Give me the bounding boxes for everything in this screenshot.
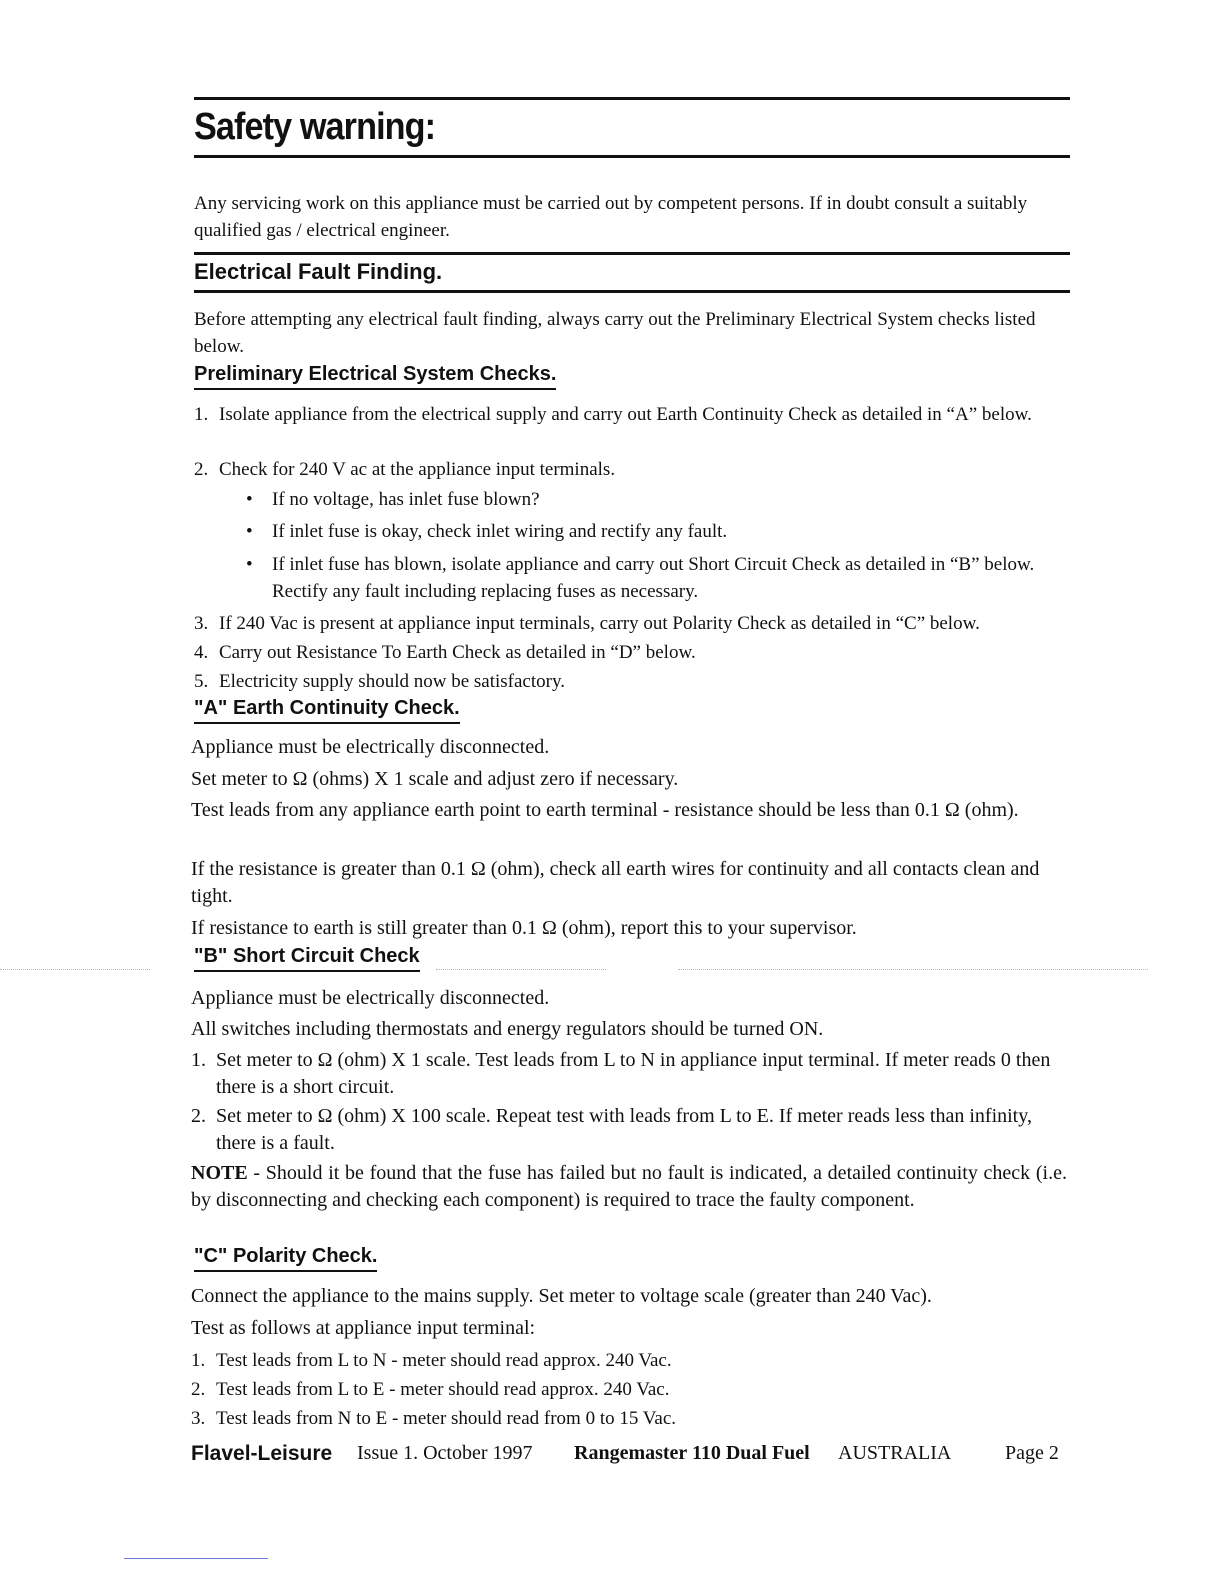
earth-line: If resistance to earth is still greater than 0.1 Ω (ohm), report this to your supervisor. [191, 917, 857, 939]
list-item-text: Carry out Resistance To Earth Check as detailed in “D” below. [219, 642, 696, 663]
scan-artifact-line [678, 969, 1148, 970]
list-item [194, 401, 1070, 428]
list-item [191, 1047, 1067, 1101]
section-rule-top [194, 252, 1070, 255]
footer-page-number: Page 2 [1005, 1442, 1059, 1464]
list-item-number: 1. [191, 1049, 206, 1071]
list-item [194, 610, 1070, 637]
polarity-line: Test as follows at appliance input terminal: [191, 1317, 536, 1339]
list-item-number: 4. [194, 642, 209, 663]
polarity-line: Connect the appliance to the mains supply. Set meter to voltage scale (greater than 240 Vac). [191, 1285, 932, 1307]
list-item-text: Isolate appliance from the electrical supply and carry out Earth Continuity Check as detailed in “A” below. [219, 404, 1032, 425]
list-item [194, 456, 1070, 483]
safety-text: Any servicing work on this appliance must be carried out by competent persons. If in doubt consult a suitably qualified gas / electrical engineer. [194, 193, 1028, 241]
note-text: - Should it be found that the fuse has failed but no fault is indicated, a detailed continuity check (i.e. by disconnecting and checking each component) is required to trace the faulty component. [191, 1162, 1067, 1211]
earth-line: Set meter to Ω (ohms) X 1 scale and adjust zero if necessary. [191, 768, 679, 790]
list-item-number: 2. [191, 1379, 206, 1400]
list-item-text: Set meter to Ω (ohm) X 1 scale. Test leads from L to N in appliance input terminal. If meter reads 0 then there is a short circuit. [216, 1049, 1051, 1098]
list-item-number: 5. [194, 671, 209, 692]
list-item-text: Check for 240 V ac at the appliance input terminals. [219, 459, 616, 480]
list-item-number: 3. [194, 613, 209, 634]
footer-brand: Flavel-Leisure [191, 1442, 333, 1465]
list-item-number: 3. [191, 1408, 206, 1429]
bullet-item [246, 518, 1070, 545]
list-item-number: 2. [194, 459, 209, 480]
list-item [191, 1347, 1067, 1374]
note-paragraph [191, 1160, 1067, 1214]
earth-line: Appliance must be electrically disconnected. [191, 736, 550, 758]
bullet-text: If inlet fuse is okay, check inlet wiring and rectify any fault. [272, 521, 728, 542]
list-item-text: Set meter to Ω (ohm) X 100 scale. Repeat test with leads from L to E. If meter reads less than infinity, there is a fault. [216, 1105, 1032, 1154]
footer-country: AUSTRALIA [838, 1442, 952, 1464]
bullet-icon: • [246, 521, 253, 542]
earth-continuity-title: "A" Earth Continuity Check. [194, 697, 460, 724]
list-item-number: 1. [191, 1350, 206, 1371]
earth-line: Test leads from any appliance earth point to earth terminal - resistance should be less than 0.1 Ω (ohm). [191, 799, 1019, 821]
note-label: NOTE [191, 1162, 248, 1184]
earth-line: If the resistance is greater than 0.1 Ω (ohm), check all earth wires for continuity and all contacts clean and tight. [191, 858, 1040, 907]
bullet-icon: • [246, 489, 253, 510]
list-item-text: Electricity supply should now be satisfactory. [219, 671, 565, 692]
list-item-number: 2. [191, 1105, 206, 1127]
fault-finding-intro: Before attempting any electrical fault finding, always carry out the Preliminary Electrical System checks listed below. [194, 309, 1036, 357]
bullet-item [246, 551, 1070, 605]
footer [191, 1442, 1071, 1472]
list-item [194, 668, 1070, 695]
short-line: Appliance must be electrically disconnected. [191, 987, 550, 1009]
list-item-number: 1. [194, 404, 209, 425]
bullet-text: If no voltage, has inlet fuse blown? [272, 489, 540, 510]
safety-rule [194, 155, 1070, 158]
short-circuit-title: "B" Short Circuit Check [194, 945, 420, 972]
list-item-text: Test leads from L to E - meter should read approx. 240 Vac. [216, 1379, 670, 1400]
list-item [191, 1376, 1067, 1403]
safety-title: Safety warning: [194, 106, 436, 148]
list-item [194, 639, 1070, 666]
top-rule [194, 97, 1070, 100]
bullet-icon: • [246, 554, 253, 575]
bullet-item [246, 486, 1070, 513]
footer-model: Rangemaster 110 Dual Fuel [574, 1442, 810, 1464]
list-item [191, 1405, 1067, 1432]
scan-artifact-line [436, 969, 606, 970]
preliminary-title: Preliminary Electrical System Checks. [194, 363, 556, 390]
list-item-text: Test leads from N to E - meter should read from 0 to 15 Vac. [216, 1408, 677, 1429]
scan-edge-line [124, 1558, 268, 1559]
footer-issue: Issue 1. October 1997 [357, 1442, 533, 1464]
short-line: All switches including thermostats and energy regulators should be turned ON. [191, 1018, 824, 1040]
bullet-text: If inlet fuse has blown, isolate appliance and carry out Short Circuit Check as detailed in “B” below. Rectify any fault including replacing fuses as necessary. [272, 554, 1035, 602]
polarity-title: "C" Polarity Check. [194, 1245, 377, 1272]
list-item [191, 1103, 1067, 1157]
section-rule-bottom [194, 290, 1070, 293]
scan-artifact-line [0, 969, 150, 970]
list-item-text: Test leads from L to N - meter should read approx. 240 Vac. [216, 1350, 672, 1371]
fault-finding-title: Electrical Fault Finding. [194, 259, 443, 284]
list-item-text: If 240 Vac is present at appliance input terminals, carry out Polarity Check as detailed in “C” below. [219, 613, 980, 634]
